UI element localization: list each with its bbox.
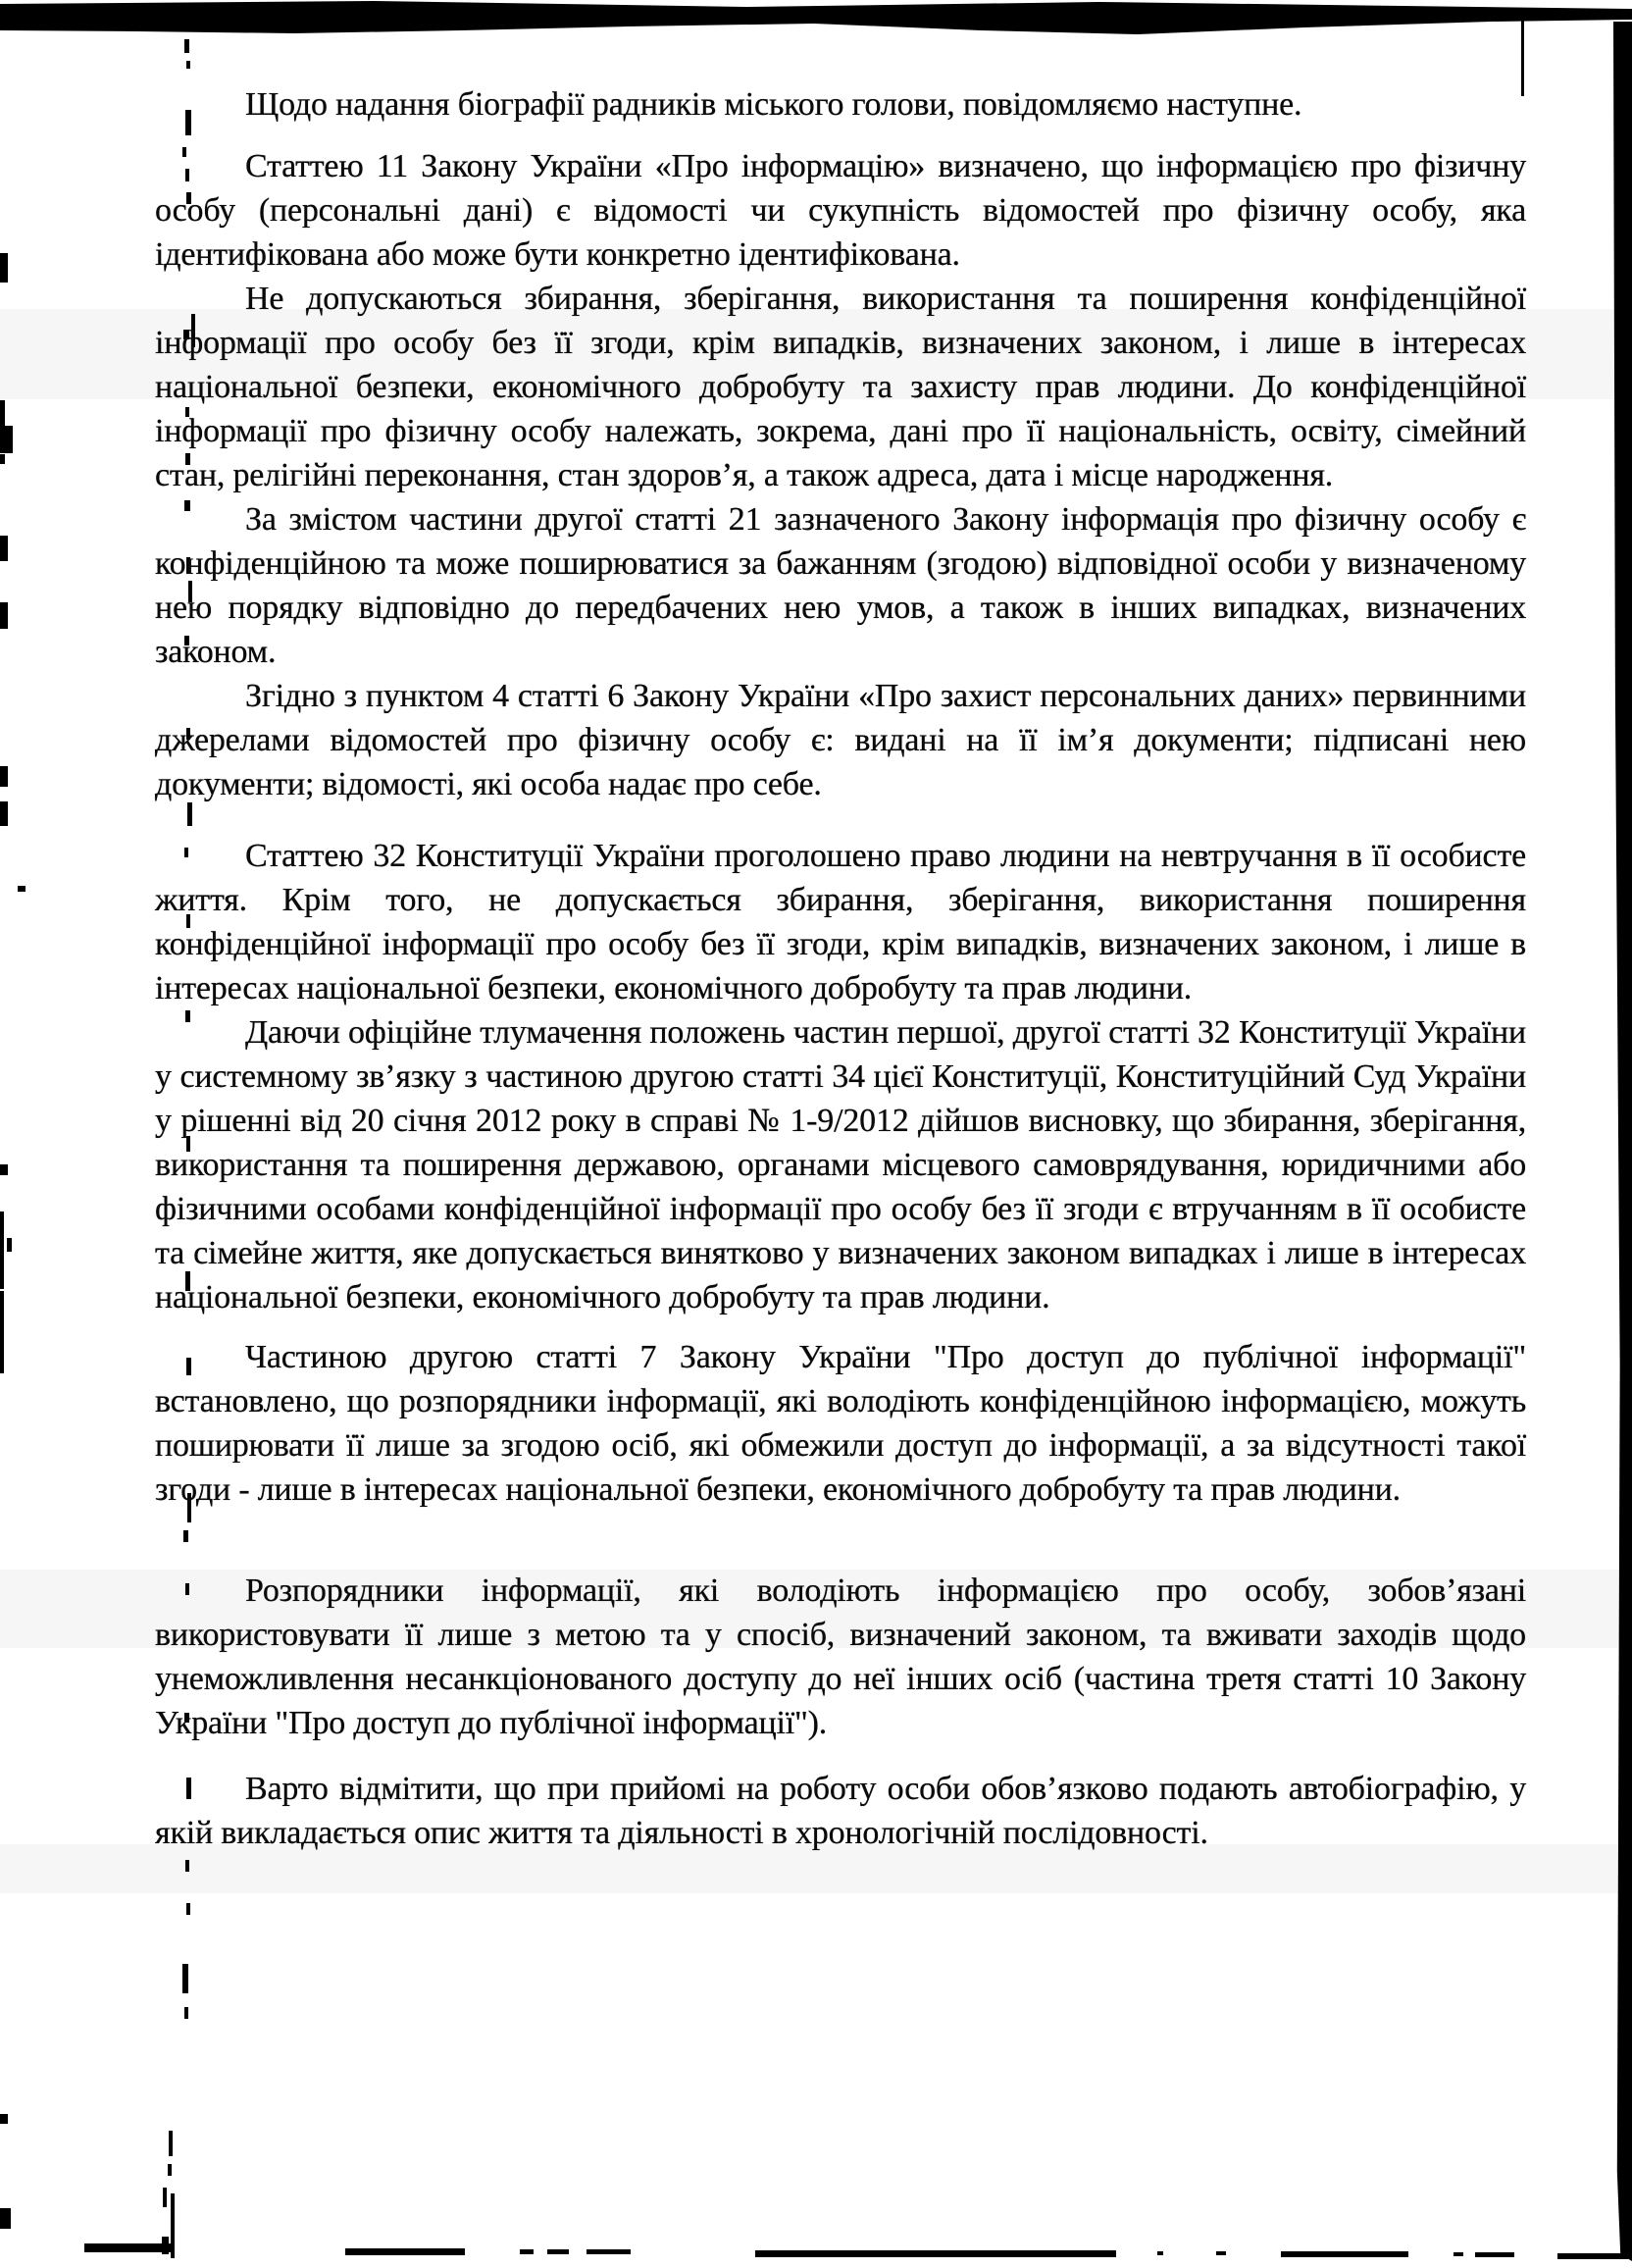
scan-band-top bbox=[0, 0, 1632, 45]
para-personal-data-law-point-4: Згідно з пунктом 4 статті 6 Закону України «Про захист персональних даних» первинними джерелами відомостей про фізичну особу є: видані на її ім’я документи; підписані нею документи; відомості, які особа надає про себе. bbox=[155, 678, 1526, 802]
left-margin-mark bbox=[0, 1164, 8, 1175]
fold-mark bbox=[186, 1903, 190, 1915]
left-margin-mark bbox=[0, 2208, 11, 2229]
bottom-dash bbox=[1281, 2251, 1408, 2257]
left-margin-mark bbox=[7, 1238, 12, 1252]
fold-mark bbox=[182, 1964, 188, 1993]
bottom-fold-mark bbox=[169, 2131, 173, 2156]
bottom-dash bbox=[84, 2243, 171, 2252]
fold-mark bbox=[185, 1860, 189, 1872]
left-margin-mark bbox=[0, 2114, 8, 2124]
scan-stripe-right bbox=[1613, 22, 1632, 2261]
para-constitution-article-32: Статтею 32 Конституції України проголошено право людини на невтручання в її особисте життя. Крім того, не допускається збирання, зберігання, використання поширення конфіденційної інформації про особу без її згоди, крім випадків, визначених законом, і лише в інтересах національної безпеки, економічного добробуту та прав людини. bbox=[155, 838, 1526, 1006]
bottom-fold-mark bbox=[168, 2164, 172, 2176]
left-margin-mark bbox=[0, 602, 8, 629]
para-autobiography-note: Варто відмітити, що при прийомі на роботу особи обов’язково подають автобіографію, у якій викладається опис життя та діяльності в хронологічній послідовності. bbox=[155, 1771, 1526, 1851]
left-margin-mark bbox=[0, 1291, 4, 1373]
bottom-dash bbox=[1557, 2253, 1628, 2259]
bottom-dash bbox=[586, 2249, 631, 2254]
para-confidential-info-prohibition: Не допускаються збирання, зберігання, використання та поширення конфіденційної інформації про особу без її згоди, крім випадків, визначених законом, і лише в інтересах національної безпеки, економічного добробуту та захисту прав людини. До конфіденційної інформації про фізичну особу належать, зокрема, дані про її національність, освіту, сімейний стан, релігійні переконання, стан здоров’я, а також адреса, дата і місце народження. bbox=[155, 281, 1526, 493]
bottom-dash bbox=[1216, 2251, 1226, 2255]
fold-mark bbox=[184, 39, 189, 53]
bottom-dash bbox=[1454, 2252, 1463, 2256]
para-info-holders-obligations: Розпорядники інформації, які володіють інформацією про особу, зобов’язані використовувати її лише з метою та у спосіб, визначений законом, та вживати заходів щодо унеможливлення несанкціонованого доступу до неї інших осіб (частина третя статті 10 Закону України "Про доступ до публічної інформації"). bbox=[155, 1572, 1526, 1741]
left-margin-mark bbox=[0, 1211, 4, 1289]
para-public-info-law-article-7: Частиною другою статті 7 Закону України "Про доступ до публічної інформації" встановлено, що розпорядники інформації, які володіють конфіденційною інформацією, можуть поширювати її лише за згодою осіб, які обмежили доступ до інформації, а за відсутності такої згоди - лише в інтересах національної безпеки, економічного добробуту та прав людини. bbox=[155, 1339, 1526, 1508]
fold-mark bbox=[184, 2007, 188, 2019]
bottom-dash bbox=[520, 2249, 534, 2254]
left-margin-mark bbox=[0, 801, 8, 826]
bottom-dash bbox=[345, 2248, 465, 2255]
left-margin-mark bbox=[0, 454, 5, 464]
bottom-fold-mark bbox=[163, 2188, 167, 2207]
bottom-dash bbox=[1475, 2252, 1514, 2257]
bottom-dash bbox=[1157, 2251, 1163, 2255]
bottom-fold-mark bbox=[171, 2193, 175, 2258]
left-margin-mark bbox=[0, 253, 8, 283]
letter-body bbox=[155, 82, 1526, 1855]
left-margin-mark bbox=[18, 886, 26, 892]
fold-mark bbox=[186, 61, 190, 69]
intro-line: Щодо надання біографії радників міського голови, повідомляємо наступне. bbox=[245, 86, 1302, 123]
para-constitutional-court-decision: Даючи офіційне тлумачення положень частин першої, другої статті 32 Конституції України у системному зв’язку з частиною другою статті 34 цієї Конституції, Конституційний Суд України у рішенні від 20 січня 2012 року в справі № 1-9/2012 дійшов висновку, що збирання, зберігання, використання та поширення державою, органами місцевого самоврядування, юридичними або фізичними особами конфіденційної інформації про особу без її згоди є втручанням в її особисте та сімейне життя, яке допускається винятково у визначених законом випадках і лише в інтересах національної безпеки, економічного добробуту та прав людини. bbox=[155, 1014, 1526, 1315]
para-law-on-information: Статтею 11 Закону України «Про інформацію» визначено, що інформацією про фізичну особу (персональні дані) є відомості чи сукупність відомостей про фізичну особу, яка ідентифікована або може бути конкретно ідентифікована. bbox=[155, 148, 1526, 273]
left-margin-mark bbox=[0, 400, 5, 426]
left-margin-mark bbox=[0, 426, 13, 453]
bottom-dash bbox=[755, 2250, 1116, 2257]
left-margin-mark bbox=[0, 536, 8, 561]
para-article-21: За змістом частини другої статті 21 зазначеного Закону інформація про фізичну особу є конфіденційною та може поширюватися за бажанням (згодою) відповідної особи у визначеному нею порядку відповідно до передбачених нею умов, а також в інших випадках, визначених законом. bbox=[155, 501, 1526, 670]
left-margin-mark bbox=[0, 766, 8, 787]
bottom-dash bbox=[547, 2249, 569, 2254]
